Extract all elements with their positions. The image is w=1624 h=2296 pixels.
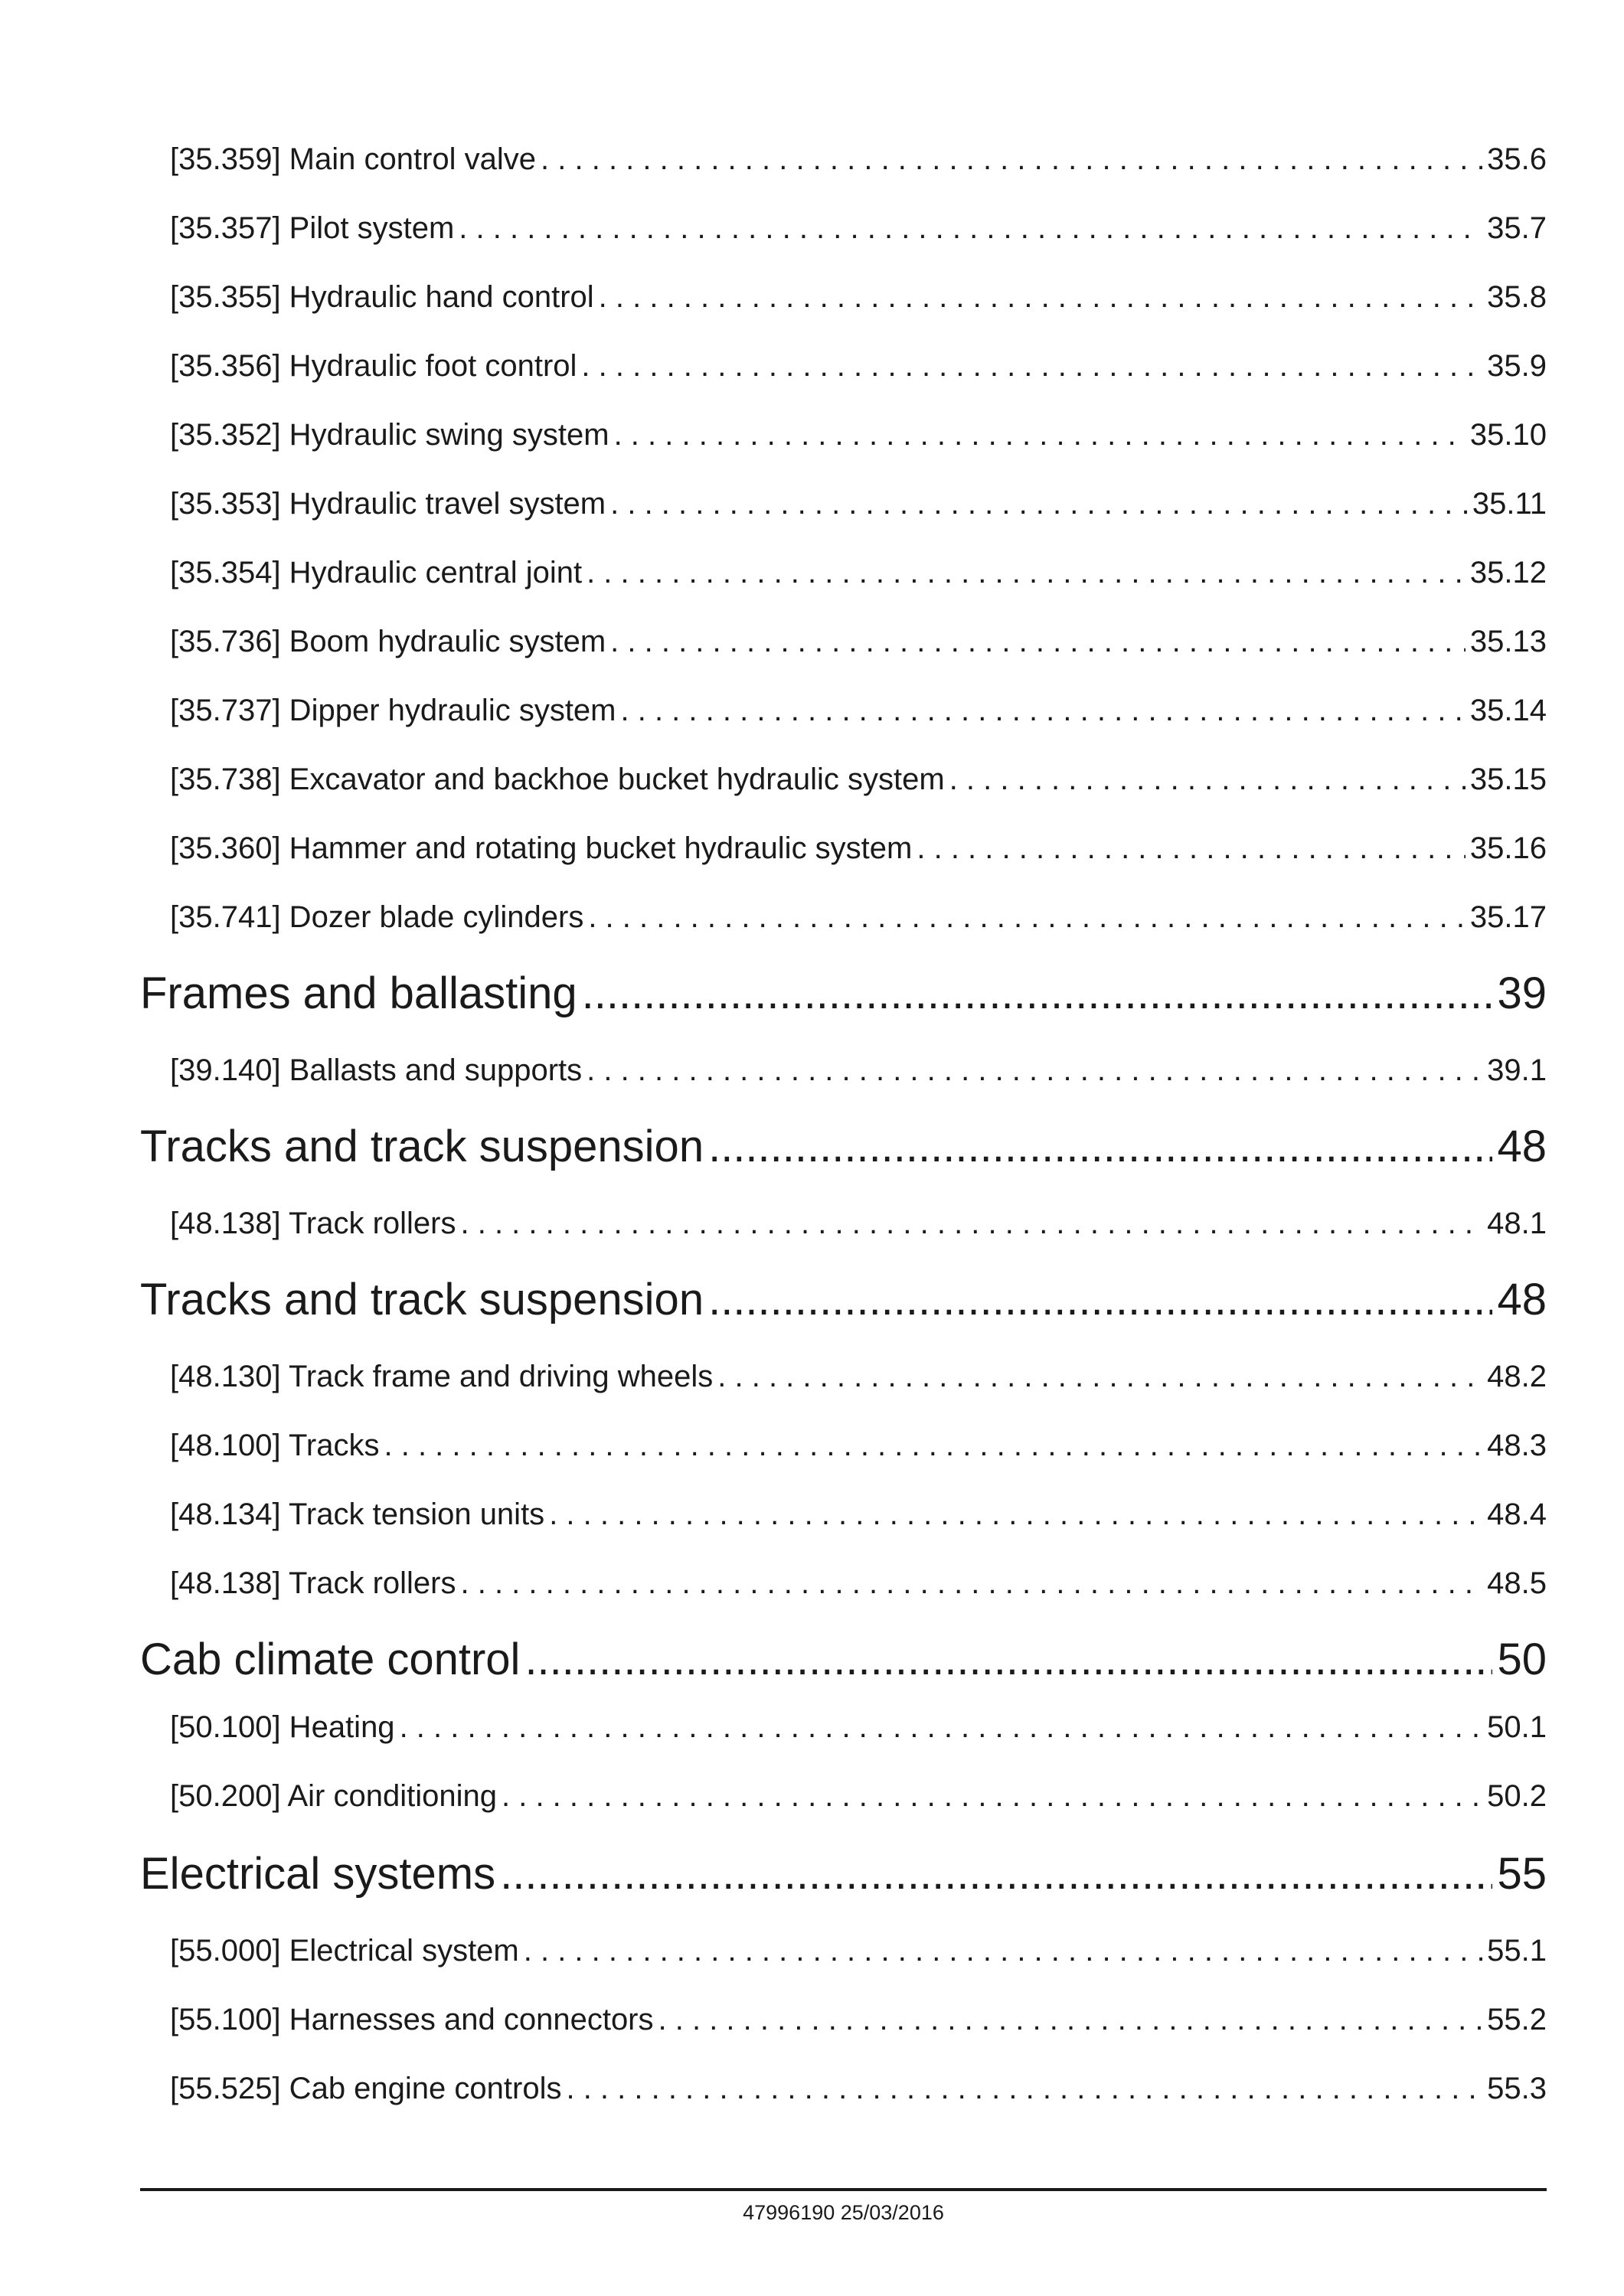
dot-leader (588, 896, 1466, 939)
toc-entry-label: [35.356] Hydraulic foot control (170, 349, 577, 383)
toc-entry[interactable] (170, 620, 1547, 663)
toc-entry[interactable] (170, 1706, 1547, 1749)
toc-entry-label: [55.525] Cab engine controls (170, 2072, 562, 2105)
toc-entry-label: [50.200] Air conditioning (170, 1779, 497, 1813)
toc-entry-page: 50.2 (1487, 1779, 1547, 1813)
toc-section-heading[interactable] (140, 963, 1547, 1024)
toc-entry-label: [35.357] Pilot system (170, 211, 455, 245)
toc-entry-page: 35.10 (1469, 418, 1547, 452)
toc-entry-page: 50.1 (1487, 1710, 1547, 1744)
dot-leader (461, 1202, 1483, 1245)
toc-section-label: Electrical systems (140, 1849, 496, 1899)
toc-entry-label: [35.737] Dipper hydraulic system (170, 694, 616, 727)
dot-leader (708, 1116, 1492, 1177)
toc-entry-page: 48.4 (1487, 1497, 1547, 1531)
toc-entry-page: 35.13 (1469, 625, 1547, 658)
toc-entry[interactable] (170, 896, 1547, 939)
toc-section-page: 48 (1497, 1122, 1547, 1171)
footer-divider (140, 2188, 1547, 2191)
toc-entry[interactable] (170, 689, 1547, 732)
toc-section-page: 48 (1497, 1275, 1547, 1324)
toc-entry-label: [35.738] Excavator and backhoe bucket hydraulic system (170, 763, 945, 796)
toc-entry-page: 35.6 (1487, 142, 1547, 176)
toc-section-heading[interactable] (140, 1629, 1547, 1690)
toc-entry-page: 39.1 (1487, 1053, 1547, 1087)
toc-entry-label: [48.134] Track tension units (170, 1497, 545, 1531)
toc-entry-label: [35.352] Hydraulic swing system (170, 418, 609, 452)
toc-section-heading[interactable] (140, 1844, 1547, 1905)
toc-entry-page: 35.17 (1469, 900, 1547, 934)
toc-entry-page: 35.12 (1469, 556, 1547, 590)
dot-leader (917, 827, 1466, 870)
toc-entry-page: 48.5 (1487, 1566, 1547, 1600)
dot-leader (400, 1706, 1483, 1749)
toc-entry-label: [50.100] Heating (170, 1710, 395, 1744)
toc-entry[interactable] (170, 1424, 1547, 1467)
dot-leader (524, 1629, 1492, 1690)
toc-entry-label: [48.138] Track rollers (170, 1566, 456, 1600)
toc-entry[interactable] (170, 758, 1547, 801)
toc-entry-label: [35.354] Hydraulic central joint (170, 556, 583, 590)
toc-entry-label: [35.360] Hammer and rotating bucket hydraulic system (170, 831, 913, 865)
toc-section-page: 50 (1497, 1635, 1547, 1684)
toc-section-label: Cab climate control (140, 1635, 521, 1684)
toc-entry-page: 48.1 (1487, 1207, 1547, 1240)
toc-section-heading[interactable] (140, 1269, 1547, 1331)
toc-entry-page: 55.2 (1487, 2003, 1547, 2036)
dot-leader (708, 1269, 1492, 1331)
toc-section-label: Tracks and track suspension (140, 1122, 704, 1171)
toc-entry-label: [55.000] Electrical system (170, 1934, 519, 1968)
toc-entry-page: 35.8 (1487, 280, 1547, 314)
toc-entry-label: [35.353] Hydraulic travel system (170, 487, 606, 521)
toc-entry-page: 48.3 (1487, 1429, 1547, 1462)
toc-entry-page: 55.3 (1487, 2072, 1547, 2105)
toc-entry[interactable] (170, 827, 1547, 870)
toc-entry[interactable] (170, 413, 1547, 456)
footer-document-reference: 47996190 25/03/2016 (743, 2201, 944, 2224)
toc-entry-label: [39.140] Ballasts and supports (170, 1053, 583, 1087)
toc-entry-label: [48.138] Track rollers (170, 1207, 456, 1240)
toc-entry[interactable] (170, 1049, 1547, 1092)
toc-section-page: 55 (1497, 1849, 1547, 1899)
toc-entry-label: [55.100] Harnesses and connectors (170, 2003, 654, 2036)
toc-section-heading[interactable] (140, 1116, 1547, 1177)
toc-entry-label: [35.741] Dozer blade cylinders (170, 900, 584, 934)
toc-entry-label: [48.100] Tracks (170, 1429, 380, 1462)
dot-leader (461, 1562, 1483, 1605)
toc-entry-page: 35.14 (1469, 694, 1547, 727)
dot-leader (587, 551, 1466, 594)
dot-leader (459, 207, 1482, 250)
toc-entry[interactable] (170, 276, 1547, 318)
toc-entry-label: [35.359] Main control valve (170, 142, 537, 176)
dot-leader (614, 413, 1466, 456)
dot-leader (524, 1929, 1482, 1972)
toc-entry[interactable] (170, 1355, 1547, 1398)
toc-entry[interactable] (170, 482, 1547, 525)
toc-entry-label: [35.736] Boom hydraulic system (170, 625, 606, 658)
dot-leader (384, 1424, 1482, 1467)
toc-entry-page: 35.15 (1469, 763, 1547, 796)
toc-entry-page: 35.16 (1469, 831, 1547, 865)
toc-entry-page: 35.9 (1487, 349, 1547, 383)
toc-entry[interactable] (170, 138, 1547, 181)
toc-entry[interactable] (170, 1562, 1547, 1605)
toc-entry-page: 55.1 (1487, 1934, 1547, 1968)
toc-entry[interactable] (170, 207, 1547, 250)
dot-leader (599, 276, 1482, 318)
toc-entry[interactable] (170, 345, 1547, 387)
dot-leader (658, 1998, 1483, 2041)
dot-leader (549, 1493, 1482, 1536)
dot-leader (582, 963, 1493, 1024)
dot-leader (541, 138, 1482, 181)
toc-entry[interactable] (170, 1775, 1547, 1818)
dot-leader (500, 1844, 1492, 1905)
toc-section-page: 39 (1497, 968, 1547, 1018)
toc-entry-label: [35.355] Hydraulic hand control (170, 280, 594, 314)
toc-entry[interactable] (170, 1929, 1547, 1972)
toc-entry-page: 48.2 (1487, 1360, 1547, 1393)
dot-leader (581, 345, 1482, 387)
dot-leader (610, 482, 1468, 525)
dot-leader (566, 2067, 1482, 2110)
toc-section-label: Frames and ballasting (140, 968, 577, 1018)
dot-leader (717, 1355, 1482, 1398)
dot-leader (621, 689, 1466, 732)
toc-entry-page: 35.11 (1472, 487, 1547, 521)
toc-entry[interactable] (170, 1493, 1547, 1536)
dot-leader (610, 620, 1466, 663)
toc-entry-label: [48.130] Track frame and driving wheels (170, 1360, 714, 1393)
dot-leader (502, 1775, 1482, 1818)
toc-entry[interactable] (170, 1998, 1547, 2041)
dot-leader (949, 758, 1466, 801)
toc-entry[interactable] (170, 2067, 1547, 2110)
dot-leader (587, 1049, 1482, 1092)
toc-entry[interactable] (170, 1202, 1547, 1245)
toc-section-label: Tracks and track suspension (140, 1275, 704, 1324)
toc-entry[interactable] (170, 551, 1547, 594)
toc-entry-page: 35.7 (1487, 211, 1547, 245)
